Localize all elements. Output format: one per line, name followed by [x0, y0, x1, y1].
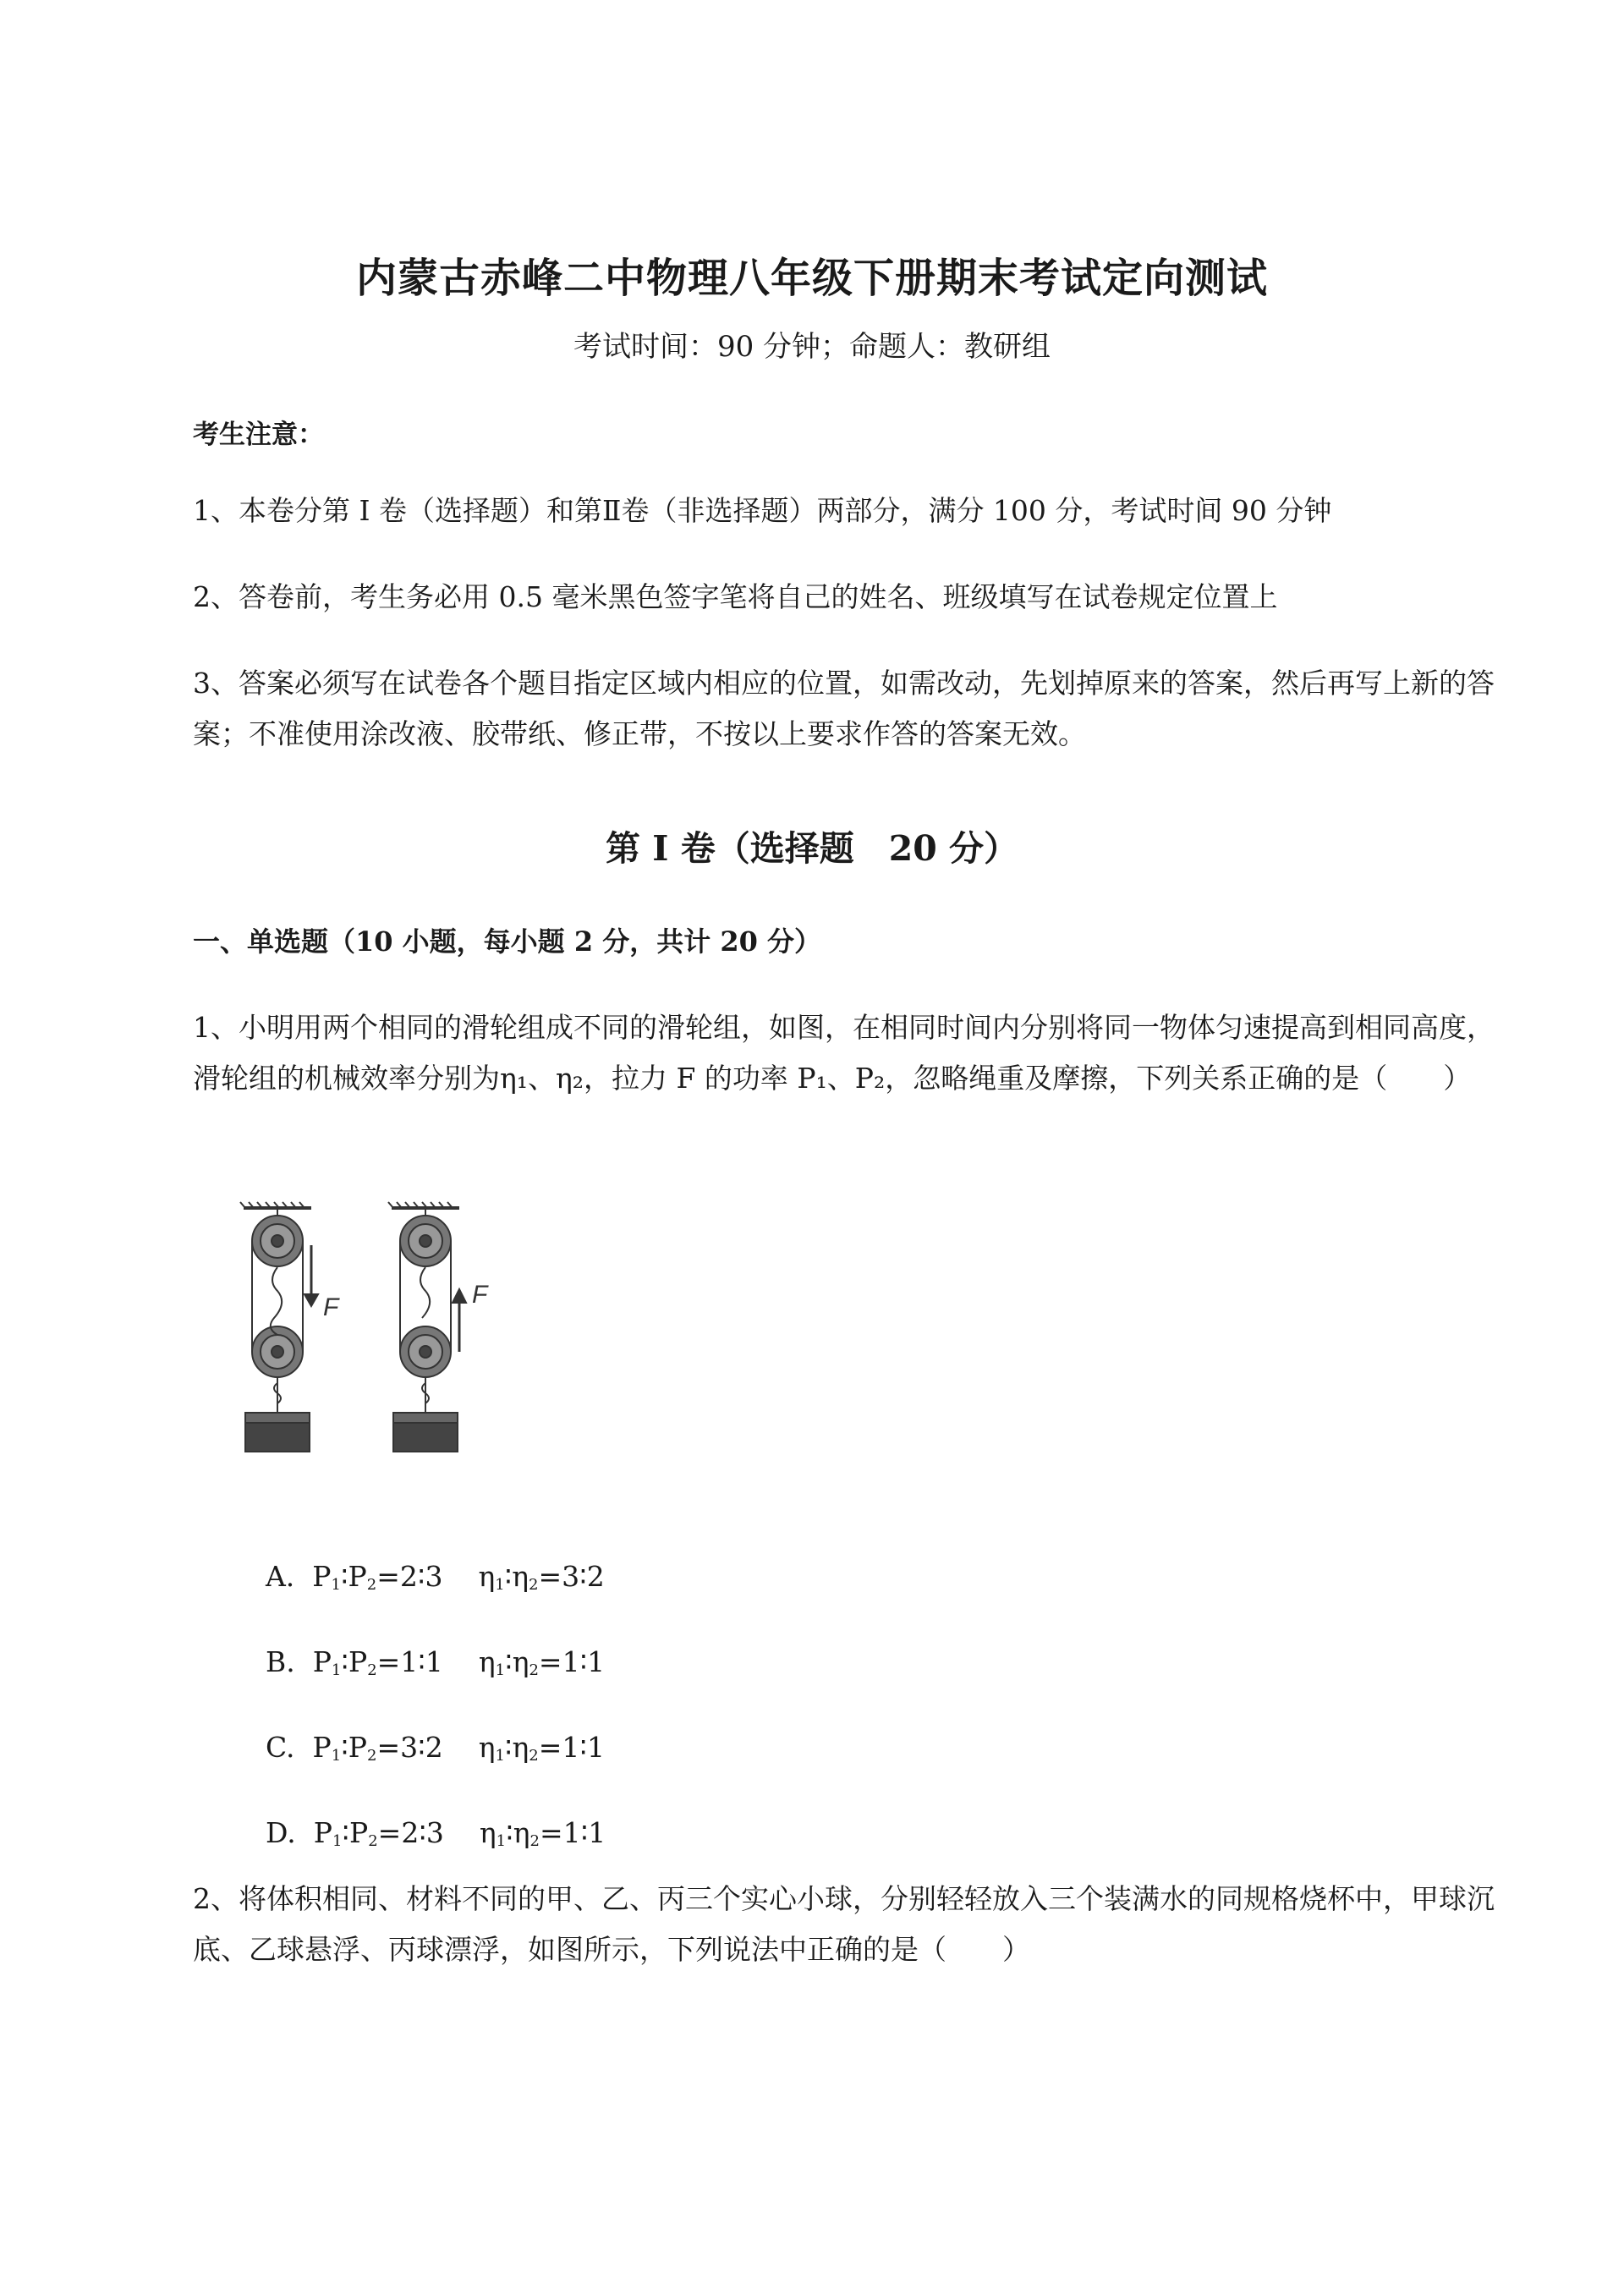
efficiency-ratio: 1∶1: [562, 1816, 606, 1849]
notes-heading: 考生注意：: [193, 420, 324, 450]
p-symbol: P: [312, 1645, 332, 1678]
subscript-1: 1: [331, 1747, 342, 1765]
subscript-2: 2: [529, 1661, 539, 1679]
power-ratio: 2∶3: [401, 1816, 444, 1849]
subscript-2: 2: [366, 1576, 377, 1594]
page-title: 内蒙古赤峰二中物理八年级下册期末考试定向测试: [355, 255, 1268, 302]
subscript-2: 2: [529, 1576, 539, 1594]
p-symbol: P: [312, 1560, 332, 1593]
efficiency-ratio: 1∶1: [562, 1731, 605, 1764]
eta-symbol: η: [512, 1731, 529, 1764]
eta-symbol: η: [478, 1560, 496, 1593]
subscript-1: 1: [331, 1576, 341, 1594]
force-label-right: F: [472, 1281, 488, 1309]
pulley-system-right: [388, 1202, 466, 1452]
power-ratio: 2∶3: [399, 1560, 443, 1593]
note-item-3: 3、答案必须写在试卷各个题目指定区域内相应的位置，如需改动，先划掉原来的答案，然后再写上新的答案；不准使用涂改液、胶带纸、修正带，不按以上要求作答的答案无效。: [193, 667, 1495, 750]
p-symbol: P: [348, 1560, 367, 1593]
subscript-1: 1: [496, 1832, 507, 1850]
pulley-figure: [227, 1201, 506, 1480]
subscript-2: 2: [368, 1832, 378, 1850]
option-letter: C.: [265, 1731, 295, 1764]
subscript-2: 2: [367, 1661, 377, 1679]
subscript-1: 1: [331, 1661, 342, 1679]
subscript-2: 2: [529, 1747, 539, 1765]
p-symbol: P: [348, 1645, 368, 1678]
subscript-2: 2: [367, 1747, 377, 1765]
p-symbol: P: [312, 1731, 332, 1764]
question-2-text: 2、将体积相同、材料不同的甲、乙、丙三个实心小球，分别轻轻放入三个装满水的同规格烧杯中，甲球沉底、乙球悬浮、丙球漂浮，如图所示，下列说法中正确的是（ ）: [193, 1882, 1495, 1966]
option-letter: A.: [265, 1560, 295, 1593]
p-symbol: P: [348, 1731, 368, 1764]
force-label-left: F: [323, 1293, 339, 1321]
efficiency-ratio: 3∶2: [562, 1560, 605, 1593]
p-symbol: P: [313, 1816, 332, 1849]
section-title: 第 I 卷（选择题 20 分）: [605, 828, 1019, 869]
eta-symbol: η: [479, 1816, 497, 1849]
subscript-1: 1: [495, 1661, 506, 1679]
option-letter: D.: [265, 1816, 296, 1849]
efficiency-ratio: 1∶1: [562, 1645, 606, 1678]
question-type-heading: 一、单选题（10 小题，每小题 2 分，共计 20 分）: [193, 925, 822, 958]
option-letter: B.: [265, 1645, 295, 1678]
eta-symbol: η: [512, 1560, 529, 1593]
pulley-system-left: [240, 1202, 318, 1452]
option-c[interactable]: C. $P_1∶P_2=3∶2$ $\eta_1∶\eta_2=1∶1$: [265, 1731, 605, 1765]
subscript-1: 1: [495, 1576, 505, 1594]
subscript-1: 1: [495, 1747, 505, 1765]
eta-symbol: η: [478, 1645, 496, 1678]
subscript-2: 2: [529, 1832, 540, 1850]
option-d[interactable]: D. $P_1∶P_2=2∶3$ $\eta_1∶\eta_2=1∶1$: [265, 1816, 606, 1850]
option-a[interactable]: A. $P_1∶P_2=2∶3$ $\eta_1∶\eta_2=3∶2$: [265, 1560, 605, 1594]
p-symbol: P: [349, 1816, 369, 1849]
question-1-text: 1、小明用两个相同的滑轮组成不同的滑轮组，如图，在相同时间内分别将同一物体匀速提高到相同高度，滑轮组的机械效率分别为η₁、η₂，拉力 F 的功率 P₁、P₂，忽略绳重及摩擦，下列关系正确的是（ ）: [193, 1011, 1495, 1095]
eta-symbol: η: [512, 1645, 529, 1678]
subscript-1: 1: [332, 1832, 343, 1850]
note-item-1: 1、本卷分第 I 卷（选择题）和第Ⅱ卷（非选择题）两部分，满分 100 分，考试时间 90 分钟: [193, 494, 1332, 527]
eta-symbol: η: [513, 1816, 530, 1849]
option-b[interactable]: B. $P_1∶P_2=1∶1$ $\eta_1∶\eta_2=1∶1$: [265, 1645, 606, 1679]
exam-info: 考试时间：90 分钟；命题人：教研组: [573, 330, 1051, 364]
power-ratio: 3∶2: [400, 1731, 443, 1764]
eta-symbol: η: [478, 1731, 496, 1764]
power-ratio: 1∶1: [400, 1645, 443, 1678]
note-item-2: 2、答卷前，考生务必用 0.5 毫米黑色签字笔将自己的姓名、班级填写在试卷规定位置上: [193, 580, 1278, 613]
